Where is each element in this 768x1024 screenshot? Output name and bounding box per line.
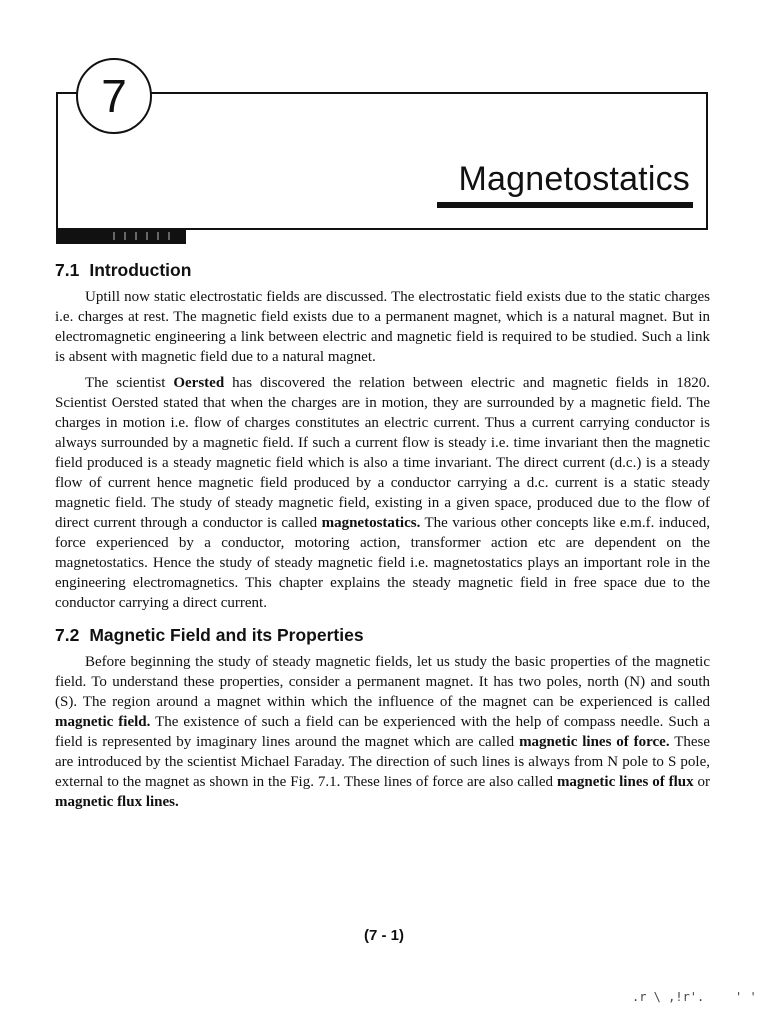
bold-term: Oersted: [173, 375, 225, 391]
title-underline-rule: [437, 202, 693, 208]
bold-term: magnetostatics.: [321, 515, 421, 531]
chapter-number: 7: [101, 70, 127, 122]
section-number: 7.2: [55, 625, 80, 645]
section-title: Magnetic Field and its Properties: [89, 625, 364, 645]
page-number: (7 - 1): [363, 927, 404, 944]
paragraph: Uptill now static electrostatic fields are discussed. The electrostatic field exists due to the static charges i.e. charges at rest. The magnetic field exists due to a permanent magnet, which is a natural magnet. But in electromagnetic engineering a link between electric and magnetic field is required to be studied. Such a link is absent with magnetic field due to a natural magnet.: [55, 289, 710, 365]
section-number: 7.1: [55, 260, 80, 280]
scan-artifact: .r \ ,!r'.: [632, 990, 705, 1004]
paragraph: The scientist Oersted has discovered the relation between electric and magnetic fields in 1820. Scientist Oersted stated that when the charges are in motion, they are surrounded by a magnetic field. The charges in motion i.e. flow of charges constitutes an electric current. Thus a current carrying conductor is always surrounded by a magnetic field. If such a current flow is steady i.e. time invariant then the magnetic field produced is a steady magnetic field which is also a time invariant. The direct current (d.c.) is a steady flow of current hence magnetic field produced by a conductor carrying a d.c. current is a static steady magnetic field. The study of steady magnetic field, existing in a given space, produced due to the flow of direct current through a conductor is called magnetostatics. The various other concepts like e.m.f. induced, force experienced by a conductor, motoring action, transformer action etc are dependent on the magnetostatics. Hence the study of steady magnetic field i.e. magnetostatics plays an important role in the engineering electromagnetics. This chapter explains the steady magnetic field in free space due to the conductor carrying a direct current.: [55, 375, 710, 611]
section-heading: [55, 260, 710, 281]
section-title: Introduction: [89, 260, 192, 280]
bold-term: magnetic field.: [55, 714, 151, 730]
section-7-1: [55, 260, 710, 613]
bold-term: magnetic lines of force.: [519, 734, 670, 750]
bold-term: magnetic lines of flux: [556, 774, 694, 790]
header-corner-bar-texture: [108, 232, 178, 240]
section-heading: [55, 625, 710, 646]
scan-artifact: ' ': [735, 990, 757, 1004]
paragraph: Before beginning the study of steady magnetic fields, let us study the basic properties of the magnetic field. To understand these properties, consider a permanent magnet. It has two poles, north (N) and south (S). The region around a magnet within which the influence of the magnet can be experienced is called magnetic field. The existence of such a field can be experienced with the help of compass needle. Such a field is represented by imaginary lines around the magnet which are called magnetic lines of force. These are introduced by the scientist Michael Faraday. The direction of such lines is always from N pole to S pole, external to the magnet as shown in the Fig. 7.1. These lines of force are also called magnetic lines of flux or magnetic flux lines.: [55, 654, 711, 810]
section-7-2: [55, 625, 710, 812]
page-body: [55, 260, 710, 818]
chapter-title: Magnetostatics: [458, 160, 690, 198]
bold-term: magnetic flux lines.: [55, 794, 179, 810]
chapter-number-badge: [76, 58, 152, 134]
